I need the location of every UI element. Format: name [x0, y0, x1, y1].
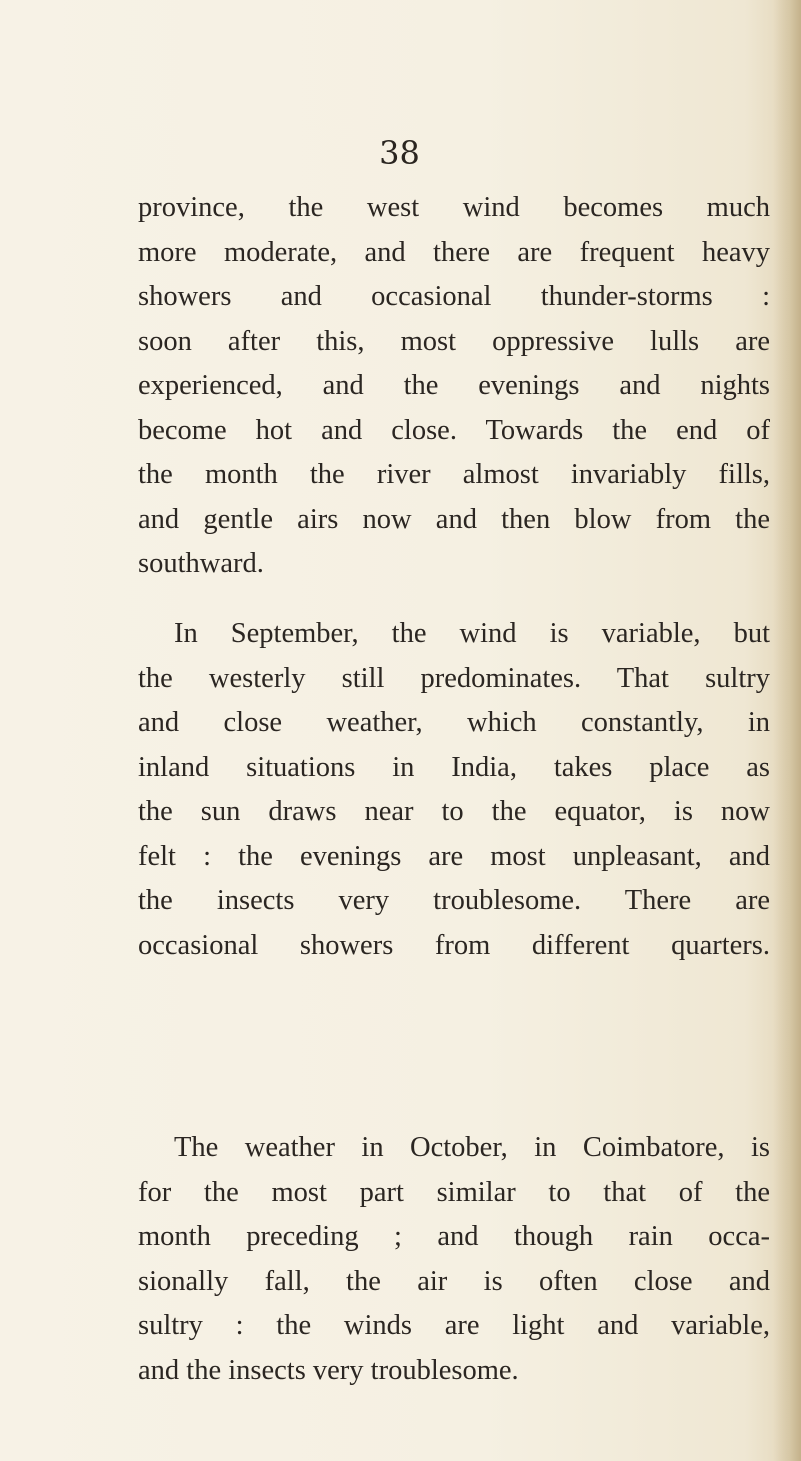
text-line: become hot and close. Towards the end of	[138, 414, 770, 446]
text-line: for the most part similar to that of the	[138, 1176, 770, 1208]
paragraph-3	[138, 1126, 770, 1393]
text-line: soon after this, most oppressive lulls are	[138, 325, 770, 357]
paragraph-2	[138, 612, 770, 968]
page-edge-shadow	[773, 0, 801, 1461]
text-line: inland situations in India, takes place as	[138, 751, 770, 783]
text-line: felt : the evenings are most unpleasant, and	[138, 840, 770, 872]
text-line: the sun draws near to the equator, is now	[138, 796, 770, 827]
text-line: the westerly still predominates. That sultry	[138, 662, 770, 694]
text-line: more moderate, and there are frequent heavy	[138, 236, 770, 268]
paragraph-1	[138, 186, 770, 587]
text-line: sionally fall, the air is often close and	[138, 1265, 770, 1297]
text-line: The weather in October, in Coimbatore, is	[174, 1132, 770, 1163]
text-line: month preceding ; and though rain occa-	[138, 1221, 770, 1252]
text-line: province, the west wind becomes much	[138, 192, 770, 223]
text-line: and gentle airs now and then blow from the	[138, 503, 770, 535]
text-line: and close weather, which constantly, in	[138, 707, 770, 738]
text-line: occasional showers from different quarters.	[138, 929, 770, 961]
text-line: In September, the wind is variable, but	[174, 618, 770, 649]
text-line: the insects very troublesome. There are	[138, 885, 770, 916]
text-line: showers and occasional thunder-storms :	[138, 281, 770, 312]
text-line: southward.	[138, 548, 264, 579]
text-line: the month the river almost invariably fills,	[138, 459, 770, 490]
text-line: and the insects very troublesome.	[138, 1354, 519, 1386]
text-line: experienced, and the evenings and nights	[138, 370, 770, 401]
text-line: sultry : the winds are light and variable,	[138, 1310, 770, 1341]
page-number: 38	[379, 134, 420, 172]
